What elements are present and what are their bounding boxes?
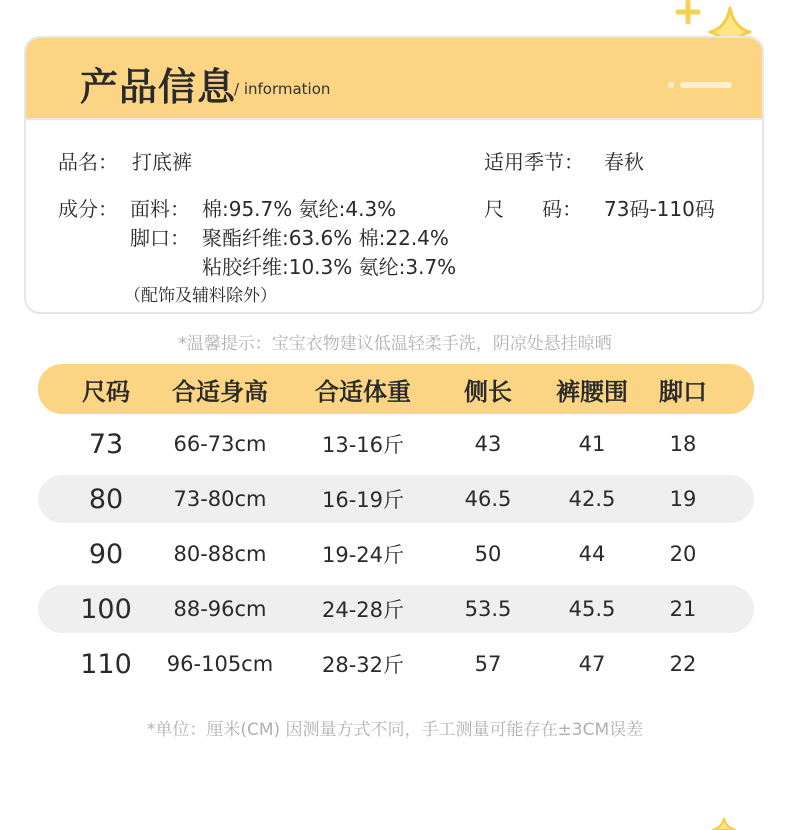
composition-label: 成分： <box>58 197 118 221</box>
cuff-value-line2: 粘胶纤维:10.3% 氨纶:3.7% <box>202 255 457 279</box>
size-label: 尺 码： <box>484 197 583 221</box>
table-header-row <box>38 364 754 414</box>
cell-size: 73 <box>88 428 124 460</box>
size-table <box>38 364 754 695</box>
header-weight: 合适体重 <box>315 377 411 406</box>
cell-cuff: 19 <box>669 487 697 511</box>
header-cuff: 脚口 <box>659 377 707 406</box>
cell-cuff: 20 <box>669 542 697 566</box>
cell-side-length: 53.5 <box>464 597 512 621</box>
name-label: 品名： <box>58 150 118 174</box>
cell-cuff: 21 <box>669 597 697 621</box>
cell-size: 100 <box>80 593 132 625</box>
measurement-note: *单位：厘米(CM) 因测量方式不同，手工测量可能存在±3CM误差 <box>146 720 644 740</box>
page-subtitle: / information <box>234 80 331 98</box>
cell-height: 88-96cm <box>173 597 267 621</box>
header-size: 尺码 <box>82 377 130 406</box>
cuff-value-line1: 聚酯纤维:63.6% 棉:22.4% <box>202 226 449 250</box>
cell-weight: 24-28斤 <box>321 598 405 622</box>
cell-waist: 44 <box>578 542 606 566</box>
cell-height: 80-88cm <box>173 542 267 566</box>
cell-waist: 45.5 <box>568 597 616 621</box>
table-row <box>38 475 754 523</box>
cell-height: 96-105cm <box>166 652 274 676</box>
cell-weight: 19-24斤 <box>321 543 405 567</box>
cell-size: 80 <box>88 483 124 515</box>
cuff-label: 脚口： <box>130 226 190 250</box>
header-height: 合适身高 <box>172 377 268 406</box>
deco-dot <box>668 82 674 88</box>
cell-height: 73-80cm <box>173 487 267 511</box>
season-label: 适用季节： <box>484 150 584 174</box>
name-value: 打底裤 <box>132 150 192 174</box>
cell-waist: 41 <box>578 432 606 456</box>
cell-side-length: 50 <box>474 542 502 566</box>
page-title: 产品信息 <box>80 65 237 109</box>
deco-bar <box>680 82 732 88</box>
card-header <box>26 38 762 120</box>
cell-cuff: 22 <box>669 652 697 676</box>
cell-side-length: 43 <box>474 432 502 456</box>
cell-weight: 28-32斤 <box>321 653 405 677</box>
star-icon <box>712 818 736 830</box>
table-row <box>38 585 754 633</box>
table-row <box>38 530 754 578</box>
cell-cuff: 18 <box>669 432 697 456</box>
care-tip: *温馨提示：宝宝衣物建议低温轻柔手洗，阴凉处悬挂晾晒 <box>178 334 612 354</box>
header-decoration <box>668 82 732 88</box>
cell-waist: 47 <box>578 652 606 676</box>
header-side-length: 侧长 <box>464 377 512 406</box>
table-row <box>38 640 754 688</box>
cell-waist: 42.5 <box>568 487 616 511</box>
season-value: 春秋 <box>604 150 644 174</box>
cell-weight: 13-16斤 <box>321 433 405 457</box>
fabric-value: 棉:95.7% 氨纶:4.3% <box>202 197 397 221</box>
cell-side-length: 57 <box>474 652 502 676</box>
cell-size: 110 <box>80 648 132 680</box>
cell-size: 90 <box>88 538 124 570</box>
accessory-note: （配饰及辅料除外） <box>124 286 277 306</box>
table-row <box>38 420 754 468</box>
cell-height: 66-73cm <box>173 432 267 456</box>
size-value: 73码-110码 <box>604 197 715 221</box>
header-waist: 裤腰围 <box>556 377 628 406</box>
cell-weight: 16-19斤 <box>321 488 405 512</box>
cell-side-length: 46.5 <box>464 487 512 511</box>
fabric-label: 面料： <box>130 197 190 221</box>
